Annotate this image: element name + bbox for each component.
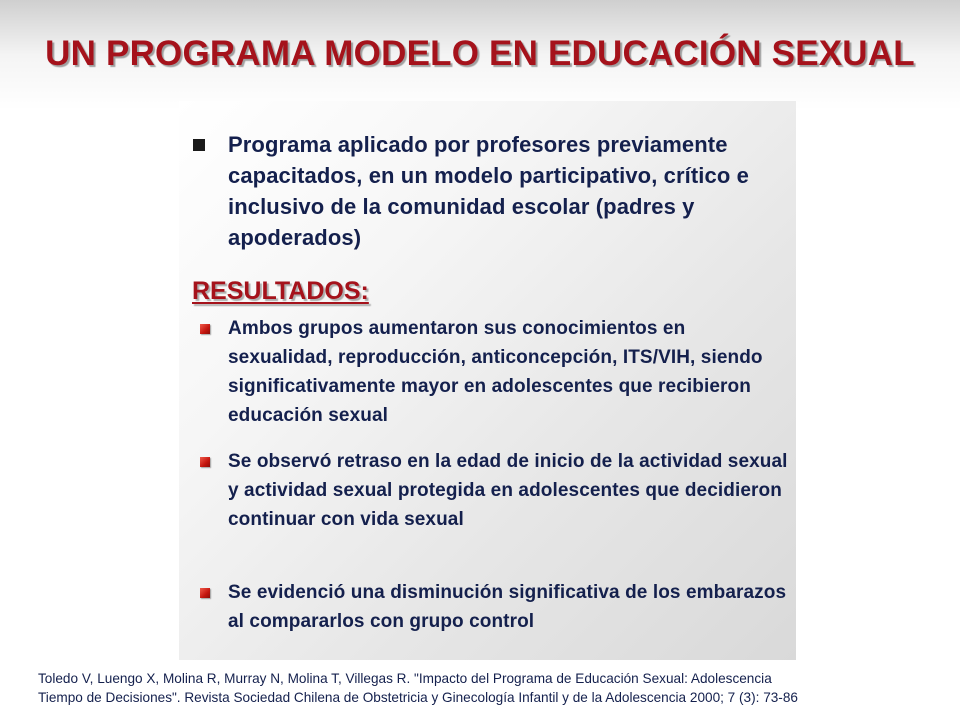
red-square-bullet-icon — [200, 588, 210, 598]
result-item: Ambos grupos aumentaron sus conocimientos en sexualidad, reproducción, anticoncepción, ITS/VIH, siendo significativamente mayor en adolescentes que recibieron educación sexual — [228, 318, 763, 426]
red-square-bullet-icon — [200, 457, 210, 467]
citation — [38, 669, 938, 707]
result-item: Se evidenció una disminución significativa de los embarazos al compararlos con grupo control — [228, 582, 787, 632]
intro-text: Programa aplicado por profesores previamente capacitados, en un modelo participativo, crítico e inclusivo de la comunidad escolar (padres y apoderados) — [228, 132, 749, 250]
citation-line: Tiempo de Decisiones". Revista Sociedad Chilena de Obstetricia y Ginecología Infantil y de la Adolescencia 2000; 7 (3): 73-86 — [38, 690, 798, 705]
slide-title: UN PROGRAMA MODELO EN EDUCACIÓN SEXUAL — [45, 34, 915, 73]
results-heading: RESULTADOS: — [192, 277, 369, 305]
red-square-bullet-icon — [200, 324, 210, 334]
result-item: Se observó retraso en la edad de inicio de la actividad sexual y actividad sexual protegida en adolescentes que decidieron continuar con vida sexual — [228, 451, 788, 530]
citation-line: Toledo V, Luengo X, Molina R, Murray N, Molina T, Villegas R. "Impacto del Programa de Educación Sexual: Adolescencia — [38, 671, 772, 686]
square-bullet-icon — [193, 139, 205, 151]
